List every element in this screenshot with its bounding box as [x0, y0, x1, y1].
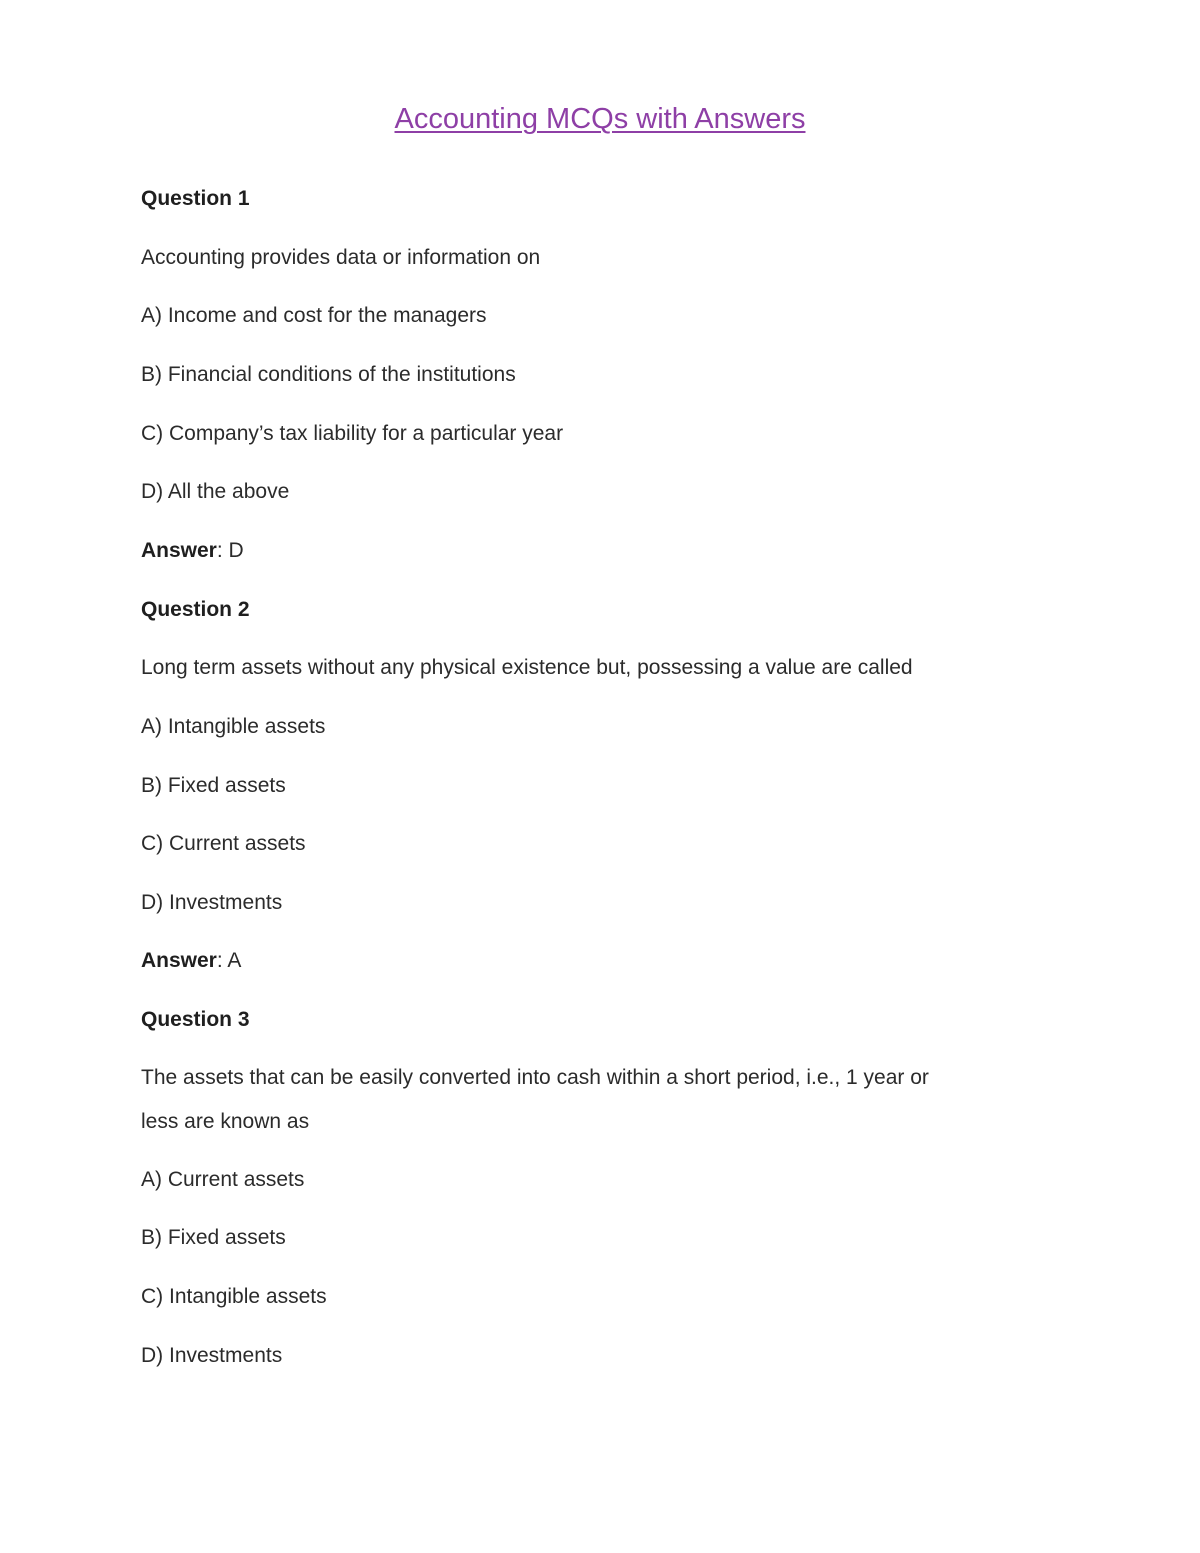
question-3-heading: Question 3 — [141, 1008, 250, 1031]
question-2-text: Long term assets without any physical existence but, possessing a value are called — [141, 656, 913, 679]
question-3-text-line-1: The assets that can be easily converted into cash within a short period, i.e., 1 year or — [141, 1066, 929, 1089]
question-2-answer — [141, 948, 241, 974]
question-1-text: Accounting provides data or information on — [141, 246, 541, 269]
question-2-option-d: D) Investments — [141, 891, 283, 914]
question-3-option-c: C) Intangible assets — [141, 1285, 327, 1308]
question-1-heading: Question 1 — [141, 187, 250, 210]
answer-value: : D — [216, 539, 244, 562]
answer-label: Answer — [141, 539, 217, 562]
question-3-text-line-2: less are known as — [141, 1110, 310, 1133]
answer-value: : A — [216, 949, 242, 972]
answer-label: Answer — [141, 949, 217, 972]
question-2-option-c: C) Current assets — [141, 832, 306, 855]
question-2-option-a: A) Intangible assets — [141, 715, 326, 738]
question-1-option-a: A) Income and cost for the managers — [141, 304, 487, 327]
question-1-option-b: B) Financial conditions of the institutions — [141, 363, 516, 386]
question-3-option-d: D) Investments — [141, 1344, 283, 1367]
question-2-option-b: B) Fixed assets — [141, 774, 286, 797]
document-title[interactable]: Accounting MCQs with Answers — [394, 103, 806, 135]
question-3-option-a: A) Current assets — [141, 1168, 305, 1191]
question-1-option-c: C) Company’s tax liability for a particular year — [141, 422, 564, 445]
question-1-answer — [141, 538, 244, 564]
question-1-option-d: D) All the above — [141, 480, 290, 503]
question-2-heading: Question 2 — [141, 598, 250, 621]
question-3-option-b: B) Fixed assets — [141, 1226, 286, 1249]
